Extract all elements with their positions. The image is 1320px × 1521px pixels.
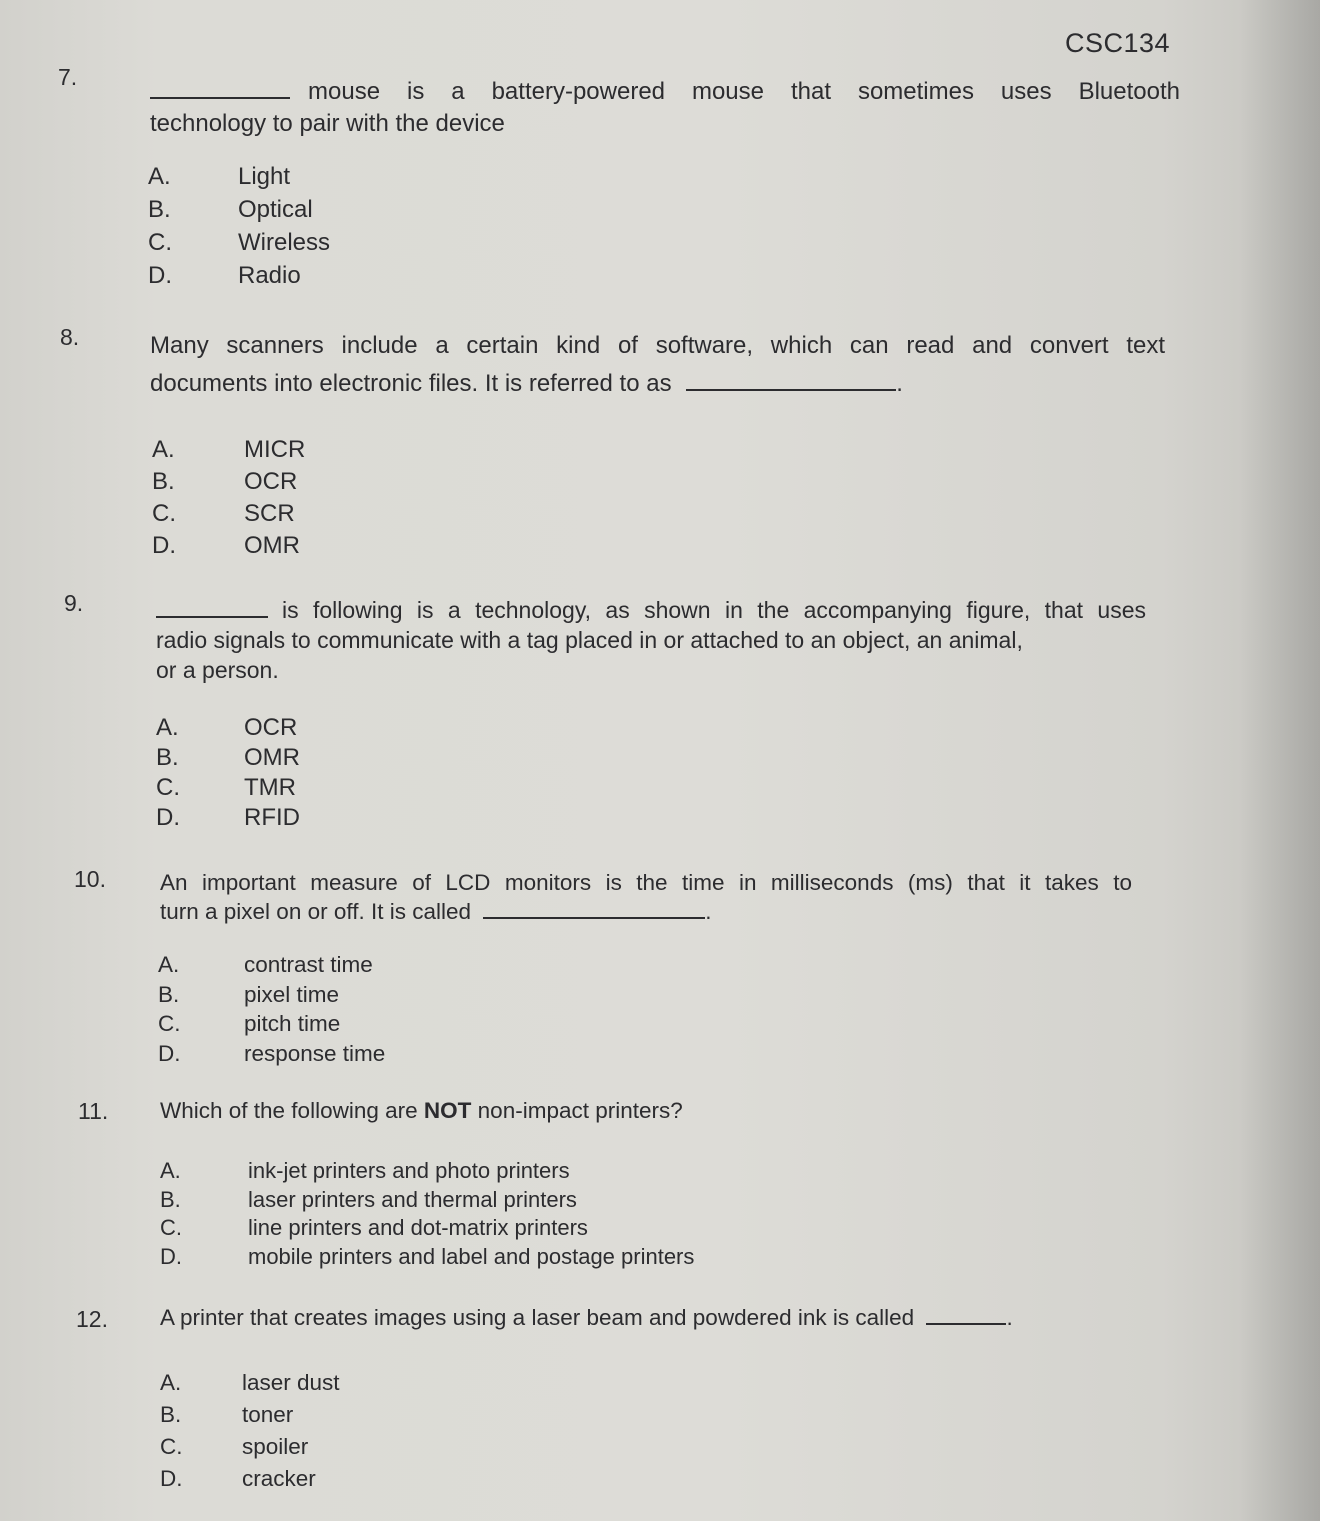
question-11-number: 11.	[78, 1098, 109, 1124]
answer-blank	[926, 1323, 1006, 1325]
question-10-stem-line2: turn a pixel on or off. It is called	[160, 899, 472, 925]
answer-blank	[150, 97, 290, 99]
question-7-stem-line2: technology to pair with the device	[150, 109, 505, 137]
question-7-stem	[150, 76, 1180, 139]
question-9-number: 9.	[64, 590, 84, 616]
option-b[interactable]: B. toner	[160, 1402, 294, 1427]
page-edge-shadow	[1240, 0, 1320, 1521]
question-11-stem	[160, 1096, 683, 1126]
answer-blank	[686, 389, 896, 391]
question-7-number: 7.	[58, 64, 78, 90]
question-9-stem-line3: or a person.	[156, 656, 279, 683]
answer-blank	[483, 917, 705, 919]
question-9-options	[156, 714, 300, 834]
question-12-stem-line1: A printer that creates images using a laser beam and powdered ink is called	[160, 1305, 915, 1330]
question-8-stem-line2: documents into electronic files. It is referred to as	[150, 369, 672, 397]
option-c[interactable]: C. pitch time	[158, 1011, 341, 1036]
question-11-stem-after: non-impact printers?	[477, 1098, 683, 1123]
option-c[interactable]: C. SCR	[152, 500, 295, 527]
option-c[interactable]: C. Wireless	[148, 229, 331, 256]
question-12-options	[160, 1370, 340, 1498]
option-a[interactable]: A. laser dust	[160, 1370, 340, 1395]
question-8-number: 8.	[60, 324, 80, 350]
question-11-stem-emphasis: NOT	[423, 1098, 472, 1123]
question-8-stem-end: .	[896, 369, 903, 397]
course-code: CSC134	[1065, 28, 1171, 58]
option-b[interactable]: B. laser printers and thermal printers	[160, 1186, 577, 1212]
question-10-options	[158, 952, 385, 1070]
question-12-stem	[160, 1303, 1013, 1333]
option-b[interactable]: B. OCR	[152, 468, 298, 495]
question-12-stem-end: .	[1006, 1305, 1013, 1330]
question-11-stem-before: Which of the following are	[160, 1098, 418, 1123]
option-c[interactable]: C. TMR	[156, 774, 296, 801]
option-d[interactable]: D. cracker	[160, 1466, 316, 1491]
option-a[interactable]: A. contrast time	[158, 952, 373, 977]
option-c[interactable]: C. spoiler	[160, 1434, 309, 1459]
question-10-stem-line1: An important measure of LCD monitors is the time in milliseconds (ms) that it takes to	[160, 870, 1132, 895]
question-8-stem-line1: Many scanners include a certain kind of software, which can read and convert text	[150, 332, 1165, 359]
option-d[interactable]: D. response time	[158, 1040, 386, 1066]
question-10-stem	[160, 868, 1132, 927]
option-a[interactable]: A. Light	[148, 163, 291, 190]
option-a[interactable]: A. OCR	[156, 714, 298, 741]
option-d[interactable]: D. RFID	[156, 804, 300, 831]
option-a[interactable]: A. ink-jet printers and photo printers	[160, 1158, 570, 1183]
option-b[interactable]: B. OMR	[156, 744, 300, 771]
question-8-stem	[150, 330, 1165, 399]
question-10-stem-end: .	[705, 899, 712, 925]
question-9-stem-line2: radio signals to communicate with a tag placed in or attached to an object, an animal,	[156, 626, 1023, 653]
option-d[interactable]: D. Radio	[148, 262, 301, 289]
option-b[interactable]: B. pixel time	[158, 981, 340, 1007]
question-7-stem-line1: mouse is a battery-powered mouse that sometimes uses Bluetooth	[308, 78, 1180, 105]
question-8-options	[152, 436, 305, 564]
question-9-stem	[156, 596, 1146, 686]
question-7-options	[148, 163, 330, 295]
answer-blank	[156, 616, 268, 618]
option-d[interactable]: D. mobile printers and label and postage printers	[160, 1243, 695, 1269]
option-b[interactable]: B. Optical	[148, 196, 313, 223]
option-c[interactable]: C. line printers and dot-matrix printers	[160, 1215, 588, 1240]
option-d[interactable]: D. OMR	[152, 532, 300, 559]
question-10-number: 10.	[74, 866, 106, 892]
question-9-stem-line1: is following is a technology, as shown in the accompanying figure, that uses	[282, 597, 1146, 623]
option-a[interactable]: A. MICR	[152, 436, 306, 463]
question-11-options	[160, 1158, 694, 1272]
question-12-number: 12.	[76, 1306, 108, 1332]
